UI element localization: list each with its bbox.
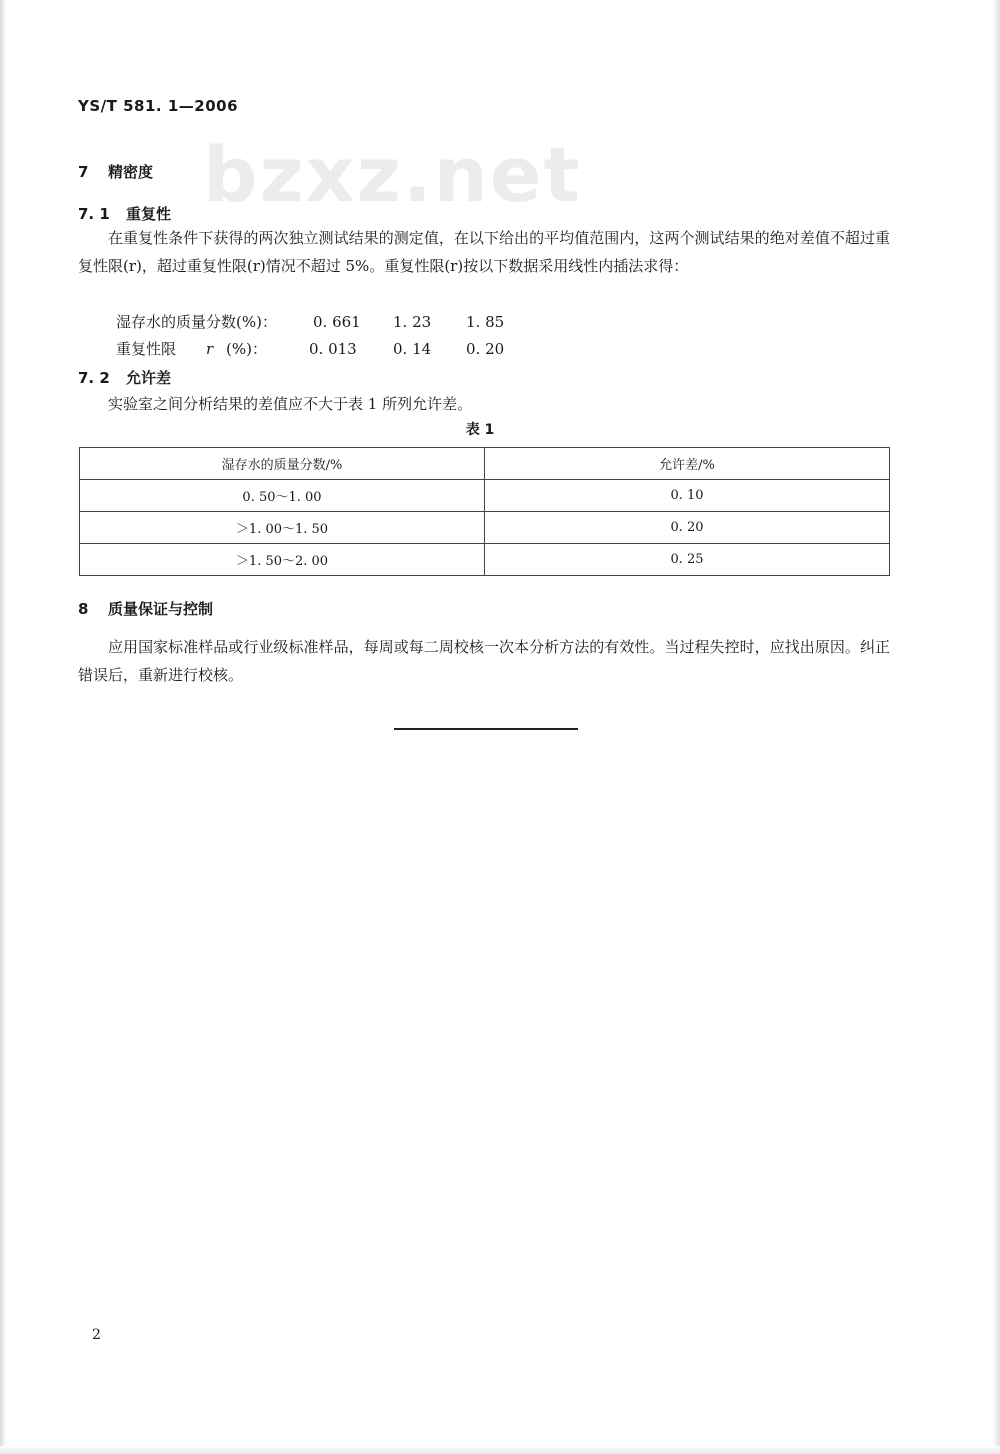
table-cell: 0. 10 bbox=[485, 480, 890, 512]
row-value: 1. 23 bbox=[393, 313, 432, 331]
section-number: 7 bbox=[78, 163, 89, 181]
section-8-heading bbox=[78, 598, 213, 619]
table-row bbox=[80, 544, 890, 576]
subsection-number: 7. 2 bbox=[78, 369, 110, 387]
end-rule bbox=[394, 728, 578, 730]
scan-shadow-right bbox=[992, 0, 1000, 1454]
subsection-title: 允许差 bbox=[126, 369, 172, 387]
standard-code: YS/T 581. 1—2006 bbox=[78, 97, 239, 115]
row-label: 重复性限 bbox=[116, 340, 177, 358]
scan-shadow-bottom bbox=[0, 1446, 1000, 1454]
watermark: bzxz.net bbox=[203, 130, 582, 219]
table-caption: 表 1 bbox=[465, 422, 495, 438]
allowable-difference-table bbox=[79, 447, 890, 576]
row-unit: (%)： bbox=[226, 340, 267, 358]
section-title: 质量保证与控制 bbox=[108, 600, 214, 618]
row-value: 1. 85 bbox=[466, 313, 505, 331]
row-value: 0. 661 bbox=[313, 313, 361, 331]
scan-shadow-left bbox=[0, 0, 6, 1454]
table-row bbox=[80, 480, 890, 512]
table-cell: 0. 20 bbox=[485, 512, 890, 544]
table-cell: 0. 25 bbox=[485, 544, 890, 576]
table-row bbox=[80, 512, 890, 544]
subsection-number: 7. 1 bbox=[78, 205, 110, 223]
row-value: 0. 013 bbox=[309, 340, 357, 358]
section-title: 精密度 bbox=[108, 163, 154, 181]
quality-control-paragraph: 应用国家标准样品或行业级标准样品，每周或每二周校核一次本分析方法的有效性。当过程失控时，应找出原因。纠正错误后，重新进行校核。 bbox=[78, 638, 890, 684]
table-cell: ＞1. 50～2. 00 bbox=[80, 544, 485, 576]
table-cell: 0. 50～1. 00 bbox=[80, 480, 485, 512]
subsection-title: 重复性 bbox=[126, 205, 172, 223]
row-symbol: r bbox=[206, 340, 214, 358]
column-header: 湿存水的质量分数/% bbox=[80, 448, 485, 480]
repeatability-paragraph: 在重复性条件下获得的两次独立测试结果的测定值，在以下给出的平均值范围内，这两个测试结果的绝对差值不超过重复性限(r)，超过重复性限(r)情况不超过 5%。重复性限(r)按以下数据采用线性内插法求得： bbox=[78, 229, 890, 275]
section-number: 8 bbox=[78, 600, 89, 618]
table-header-row bbox=[80, 448, 890, 480]
section-7-heading bbox=[78, 161, 153, 182]
allowable-difference-paragraph: 实验室之间分析结果的差值应不大于表 1 所列允许差。 bbox=[108, 395, 473, 413]
row-label: 湿存水的质量分数(%)： bbox=[116, 313, 277, 331]
row-value: 0. 14 bbox=[393, 340, 432, 358]
section-7-2-heading bbox=[78, 367, 171, 388]
section-7-1-heading bbox=[78, 203, 171, 224]
column-header: 允许差/% bbox=[485, 448, 890, 480]
row-value: 0. 20 bbox=[466, 340, 505, 358]
page-number: 2 bbox=[92, 1327, 101, 1343]
table-cell: ＞1. 00～1. 50 bbox=[80, 512, 485, 544]
